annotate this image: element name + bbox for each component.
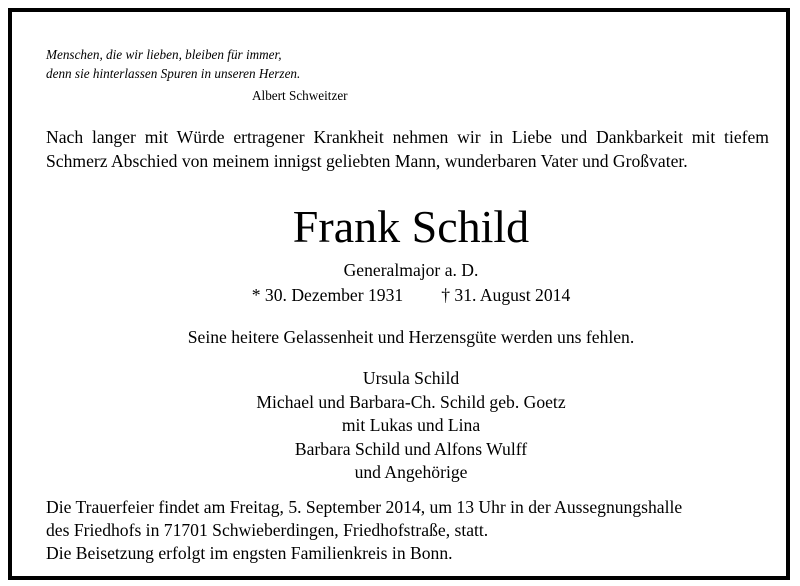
tribute-line: Seine heitere Gelassenheit und Herzensgüte werden uns fehlen. [187,327,635,347]
obituary-notice [8,8,790,580]
deceased-name: Frank Schild [292,201,530,252]
quote-author: Albert Schweitzer [252,88,348,103]
life-dates [12,283,800,307]
death-date: † 31. August 2014 [441,285,571,305]
family-signatures [12,366,800,484]
quote-line-2: denn sie hinterlassen Spuren in unseren Herzen. [46,66,301,81]
family-member: mit Lukas und Lina [341,415,481,435]
epigraph-quote [46,45,376,83]
funeral-line-1: Die Trauerfeier findet am Freitag, 5. September 2014, um 13 Uhr in der Aussegnungshalle [46,497,683,517]
intro-paragraph: Nach langer mit Würde ertragener Krankheit nehmen wir in Liebe und Dankbarkeit mit tiefem Schmerz Abschied von meinem innigst geliebten Mann, wunderbaren Vater und Großvater. [46,127,769,171]
funeral-details [46,496,769,565]
family-member: Barbara Schild und Alfons Wulff [294,438,528,459]
birth-date: * 30. Dezember 1931 [251,285,404,305]
funeral-line-3: Die Beisetzung erfolgt im engsten Familienkreis in Bonn. [46,543,453,563]
funeral-line-2: des Friedhofs in 71701 Schwieberdingen, Friedhofstraße, statt. [46,520,489,540]
deceased-rank: Generalmajor a. D. [343,260,479,280]
quote-line-1: Menschen, die wir lieben, bleiben für immer, [46,47,282,62]
family-member: Michael und Barbara-Ch. Schild geb. Goetz [256,391,566,412]
family-member: Ursula Schild [362,368,460,388]
family-member: und Angehörige [354,462,468,482]
